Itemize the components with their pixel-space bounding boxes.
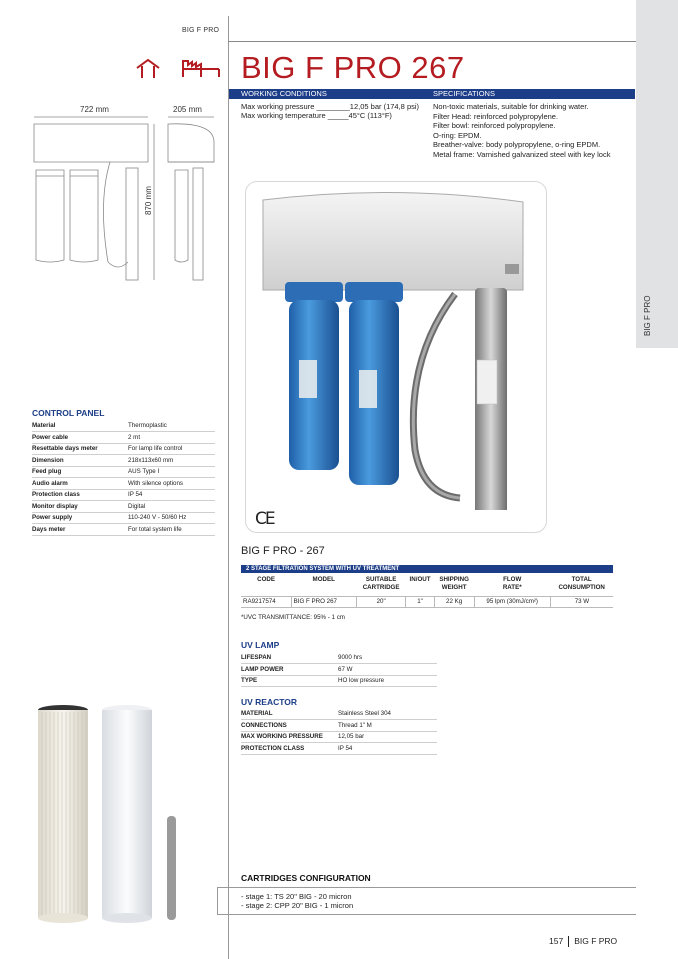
row-value: 218x113x60 mm [128,455,215,467]
column-header [434,576,474,596]
table-row [241,652,437,664]
table-header-row [241,576,613,596]
ce-mark: CE [255,509,274,529]
side-tab-label: BIG F PRO [643,295,652,336]
table-row [32,420,215,432]
table-row [241,675,437,687]
table-row [241,731,437,743]
column-header-line: CODE [257,576,276,583]
column-header-line: IN/OUT [409,576,431,583]
spec-line: O-ring: EPDM. [433,130,482,140]
page-number: 157 [549,936,564,946]
spec-line: Non-toxic materials, suitable for drinking water. [433,102,589,111]
filter-housing-2 [345,282,403,485]
cell-weight: 22 Kg [434,596,474,607]
product-photo [255,190,530,510]
table-row [32,524,215,536]
cartridges-heading: CARTRIDGES CONFIGURATION [241,873,371,883]
cartridges-list [241,892,353,910]
filter-housing-1 [285,282,343,470]
stage-indicator-bar [167,816,176,920]
row-value: For lamp life control [128,443,215,455]
column-header-line: FLOW [503,576,522,583]
specifications-list [433,102,633,160]
cell-in-out: 1" [406,596,434,607]
working-conditions-heading: WORKING CONDITIONS [241,89,327,98]
column-header-line: SHIPPING [439,576,469,583]
row-key: MATERIAL [241,708,338,720]
row-value: HO low pressure [338,675,437,687]
table-row [32,466,215,478]
dimension-height: 870 mm [144,186,153,215]
column-header-line: CONSUMPTION [558,584,605,591]
cartridge-photos [30,700,190,932]
control-panel-table [32,420,215,536]
row-value: With silence options [128,478,215,490]
row-value: Stainless Steel 304 [338,708,437,720]
dimension-width: 722 mm [80,105,109,114]
column-header [291,576,356,596]
row-value: For total system life [128,524,215,536]
row-key: MAX WORKING PRESSURE [241,731,338,743]
table-row [32,489,215,501]
cell-consumption: 73 W [550,596,613,607]
uv-lamp-table [241,652,437,687]
table-row [241,596,613,607]
cell-code: RA9217574 [241,596,291,607]
working-condition-line: Max working pressure ________12,05 bar (174,8 psi) [241,102,420,111]
row-key: Material [32,420,128,432]
table-row [32,478,215,490]
row-key: LAMP POWER [241,664,338,676]
spec-line: Filter bowl: reinforced polypropylene. [433,121,556,131]
uvc-footnote: *UVC TRANSMITTANCE: 95% - 1 cm [241,614,345,621]
row-value: 9000 hrs [338,652,437,664]
row-value: IP 54 [128,489,215,501]
column-header-line: WEIGHT [441,584,467,591]
cell-cartridge: 20" [356,596,406,607]
spec-line: Filter Head: reinforced polypropylene. [433,111,559,121]
page-title: BIG F PRO 267 [241,50,465,85]
pleated-cartridge [38,705,88,923]
working-conditions-list [241,102,419,120]
uv-reactor-heading: UV REACTOR [241,697,298,707]
row-value: Digital [128,501,215,513]
house-icon [137,60,159,78]
column-header-line: SUITABLE [365,576,397,583]
row-key: Protection class [32,489,128,501]
table-row [241,664,437,676]
side-tab-label-box [643,292,657,336]
row-value: IP 54 [338,743,437,755]
column-header [356,576,406,596]
row-key: Dimension [32,455,128,467]
row-value: 12,05 bar [338,731,437,743]
table-row [241,743,437,755]
footer-section: BIG F PRO [574,936,618,946]
row-key: Power supply [32,512,128,524]
header-rule [228,41,636,42]
footer-separator [568,936,569,947]
table-row [32,443,215,455]
column-header [241,576,291,596]
vertical-divider [228,16,229,959]
spec-line: Breather-valve: body polypropylene, o-ring EPDM. [433,140,601,150]
row-value: AUS Type I [128,466,215,478]
table-row [241,720,437,732]
row-key: Feed plug [32,466,128,478]
row-key: Audio alarm [32,478,128,490]
technical-drawing [28,112,220,284]
row-value: 110-240 V - 50/60 Hz [128,512,215,524]
header-section-tag: BIG F PRO [182,27,220,34]
product-table [241,576,613,608]
table-row [32,455,215,467]
row-key: Power cable [32,432,128,444]
row-key: Resettable days meter [32,443,128,455]
table-row [32,501,215,513]
working-condition-line: Max working temperature _____45°C (113°F) [241,111,392,120]
column-header-line: MODEL [312,576,335,583]
table-row [241,708,437,720]
product-band-label: 2 STAGE FILTRATION SYSTEM WITH UV TREATMENT [246,566,400,572]
cell-flow-rate: 95 lpm (30mJ/cm²) [474,596,550,607]
row-key: TYPE [241,675,338,687]
column-header [406,576,434,596]
product-heading: BIG F PRO - 267 [241,545,325,557]
row-key: PROTECTION CLASS [241,743,338,755]
row-value: 67 W [338,664,437,676]
row-value: Thermoplastic [128,420,215,432]
uv-reactor [475,264,519,510]
cartridge-line: - stage 1: TS 20" BIG - 20 micron [241,892,352,901]
cartridge-line: - stage 2: CPP 20" BIG - 1 micron [241,901,354,910]
table-row [32,512,215,524]
melt-blown-cartridge [102,705,152,923]
house-installation-icons [135,57,221,79]
uv-lamp-heading: UV LAMP [241,640,280,650]
product-band [241,565,613,573]
row-key: Days meter [32,524,128,536]
cell-model: BIG F PRO 267 [291,596,356,607]
row-key: Monitor display [32,501,128,513]
row-key: LIFESPAN [241,652,338,664]
row-value: 2 mt [128,432,215,444]
table-row [32,432,215,444]
factory-icon [183,61,219,77]
control-panel-heading: CONTROL PANEL [32,408,105,418]
column-header [550,576,613,596]
spec-line: Metal frame: Varnished galvanized steel with key lock [433,149,611,159]
uv-reactor-table [241,708,437,755]
row-key: CONNECTIONS [241,720,338,732]
column-header-line: TOTAL [571,576,592,583]
column-header-line: CARTRIDGE [362,584,400,591]
dimension-depth: 205 mm [173,105,202,114]
page-footer [549,936,617,947]
row-value: Thread 1" M [338,720,437,732]
column-header-line: RATE* [502,584,522,591]
specifications-heading: SPECIFICATIONS [433,89,495,98]
column-header [474,576,550,596]
